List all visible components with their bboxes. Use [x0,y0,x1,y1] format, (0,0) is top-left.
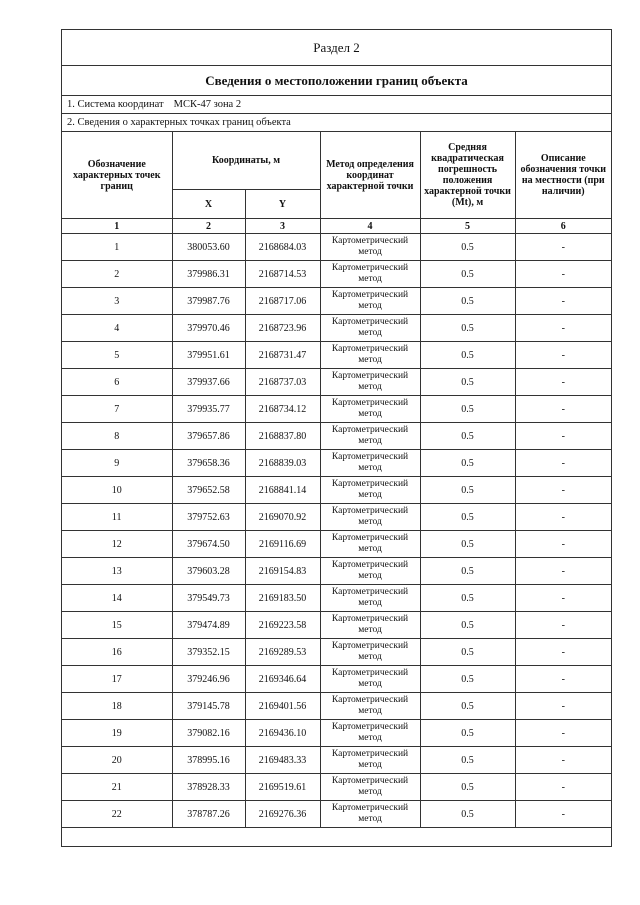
point-number-cell: 18 [62,693,172,720]
y-coordinate-cell: 2169519.61 [245,774,320,801]
error-cell: 0.5 [420,774,515,801]
x-coordinate-cell: 379657.86 [172,423,245,450]
y-coordinate-cell: 2169223.58 [245,612,320,639]
y-coordinate-cell: 2168731.47 [245,342,320,369]
y-coordinate-cell: 2168734.12 [245,396,320,423]
table-row [62,585,611,612]
description-cell: - [515,234,611,261]
section-subtitle [62,66,611,96]
method-cell: Картометрический метод [320,639,420,666]
error-cell: 0.5 [420,558,515,585]
x-coordinate-cell: 379987.76 [172,288,245,315]
y-coordinate-cell: 2168723.96 [245,315,320,342]
coord-system-line [62,96,611,114]
table-row [62,261,611,288]
table-row [62,342,611,369]
description-cell: - [515,288,611,315]
x-coordinate-cell: 379951.61 [172,342,245,369]
point-number-cell: 14 [62,585,172,612]
description-cell: - [515,639,611,666]
x-coordinate-cell: 378995.16 [172,747,245,774]
point-number-cell: 19 [62,720,172,747]
description-cell: - [515,558,611,585]
description-cell: - [515,423,611,450]
y-coordinate-cell: 2168839.03 [245,450,320,477]
description-cell: - [515,504,611,531]
document-sheet [61,29,612,847]
table-row [62,666,611,693]
y-coordinate-cell: 2169070.92 [245,504,320,531]
x-coordinate-cell: 379658.36 [172,450,245,477]
x-coordinate-cell: 379246.96 [172,666,245,693]
error-cell: 0.5 [420,504,515,531]
y-coordinate-cell: 2168684.03 [245,234,320,261]
method-cell: Картометрический метод [320,450,420,477]
points-caption-line [62,114,611,132]
table-row [62,558,611,585]
method-cell: Картометрический метод [320,693,420,720]
description-cell: - [515,342,611,369]
error-cell: 0.5 [420,612,515,639]
table-row [62,720,611,747]
point-number-cell: 20 [62,747,172,774]
description-cell: - [515,801,611,828]
point-number-cell: 11 [62,504,172,531]
column-number: 1 [62,219,172,234]
point-number-cell: 13 [62,558,172,585]
table-row [62,450,611,477]
method-cell: Картометрический метод [320,531,420,558]
point-number-cell: 10 [62,477,172,504]
method-cell: Картометрический метод [320,801,420,828]
method-cell: Картометрический метод [320,558,420,585]
y-coordinate-cell: 2168717.06 [245,288,320,315]
y-coordinate-cell: 2168841.14 [245,477,320,504]
description-cell: - [515,315,611,342]
table-row [62,288,611,315]
section-title-text: Раздел 2 [313,39,360,55]
method-cell: Картометрический метод [320,666,420,693]
method-cell: Картометрический метод [320,612,420,639]
point-number-cell: 8 [62,423,172,450]
table-row [62,612,611,639]
y-coordinate-cell: 2169154.83 [245,558,320,585]
table-row [62,774,611,801]
method-cell: Картометрический метод [320,720,420,747]
table-row [62,531,611,558]
description-cell: - [515,531,611,558]
description-cell: - [515,747,611,774]
table-row [62,477,611,504]
point-number-cell: 5 [62,342,172,369]
description-cell: - [515,666,611,693]
x-coordinate-cell: 379603.28 [172,558,245,585]
y-coordinate-cell: 2169289.53 [245,639,320,666]
table-row [62,423,611,450]
y-coordinate-cell: 2169401.56 [245,693,320,720]
header-x: X [172,190,245,219]
point-number-cell: 1 [62,234,172,261]
x-coordinate-cell: 379986.31 [172,261,245,288]
method-cell: Картометрический метод [320,369,420,396]
error-cell: 0.5 [420,477,515,504]
x-coordinate-cell: 379752.63 [172,504,245,531]
method-cell: Картометрический метод [320,261,420,288]
method-cell: Картометрический метод [320,288,420,315]
x-coordinate-cell: 379674.50 [172,531,245,558]
error-cell: 0.5 [420,747,515,774]
x-coordinate-cell: 379474.89 [172,612,245,639]
error-cell: 0.5 [420,369,515,396]
point-number-cell: 15 [62,612,172,639]
method-cell: Картометрический метод [320,234,420,261]
table-row [62,747,611,774]
point-number-cell: 4 [62,315,172,342]
x-coordinate-cell: 379352.15 [172,639,245,666]
error-cell: 0.5 [420,531,515,558]
y-coordinate-cell: 2169436.10 [245,720,320,747]
method-cell: Картометрический метод [320,396,420,423]
error-cell: 0.5 [420,666,515,693]
x-coordinate-cell: 378787.26 [172,801,245,828]
method-cell: Картометрический метод [320,342,420,369]
y-coordinate-cell: 2169116.69 [245,531,320,558]
column-number: 4 [320,219,420,234]
header-error: Средняя квадратическая погрешность положения характерной точки (Mt), м [420,132,515,219]
x-coordinate-cell: 379652.58 [172,477,245,504]
column-numbers-row [62,219,611,234]
section-subtitle-text: Сведения о местоположении границ объекта [205,72,468,88]
column-number: 2 [172,219,245,234]
y-coordinate-cell: 2168714.53 [245,261,320,288]
method-cell: Картометрический метод [320,477,420,504]
point-number-cell: 9 [62,450,172,477]
method-cell: Картометрический метод [320,774,420,801]
error-cell: 0.5 [420,315,515,342]
table-row [62,396,611,423]
description-cell: - [515,396,611,423]
description-cell: - [515,612,611,639]
coord-system-label: 1. Система координат [67,99,164,110]
error-cell: 0.5 [420,396,515,423]
y-coordinate-cell: 2168837.80 [245,423,320,450]
error-cell: 0.5 [420,693,515,720]
column-number: 5 [420,219,515,234]
table-row [62,369,611,396]
description-cell: - [515,774,611,801]
point-number-cell: 12 [62,531,172,558]
method-cell: Картометрический метод [320,315,420,342]
point-number-cell: 3 [62,288,172,315]
description-cell: - [515,693,611,720]
error-cell: 0.5 [420,342,515,369]
description-cell: - [515,369,611,396]
method-cell: Картометрический метод [320,747,420,774]
x-coordinate-cell: 379549.73 [172,585,245,612]
method-cell: Картометрический метод [320,504,420,531]
error-cell: 0.5 [420,585,515,612]
error-cell: 0.5 [420,720,515,747]
column-number: 3 [245,219,320,234]
header-coords: Координаты, м [172,132,320,190]
table-row [62,504,611,531]
table-row [62,801,611,828]
coord-system-value: МСК-47 зона 2 [173,99,242,110]
x-coordinate-cell: 379937.66 [172,369,245,396]
point-number-cell: 16 [62,639,172,666]
x-coordinate-cell: 380053.60 [172,234,245,261]
description-cell: - [515,450,611,477]
error-cell: 0.5 [420,801,515,828]
header-description: Описание обозначения точки на местности (при наличии) [515,132,611,219]
y-coordinate-cell: 2169183.50 [245,585,320,612]
section-title [62,30,611,66]
y-coordinate-cell: 2169483.33 [245,747,320,774]
point-number-cell: 7 [62,396,172,423]
point-number-cell: 17 [62,666,172,693]
y-coordinate-cell: 2169346.64 [245,666,320,693]
y-coordinate-cell: 2168737.03 [245,369,320,396]
x-coordinate-cell: 379935.77 [172,396,245,423]
points-table [62,132,611,828]
x-coordinate-cell: 379145.78 [172,693,245,720]
error-cell: 0.5 [420,639,515,666]
description-cell: - [515,261,611,288]
table-row [62,315,611,342]
table-row [62,639,611,666]
header-point: Обозначение характерных точек границ [62,132,172,219]
method-cell: Картометрический метод [320,585,420,612]
points-caption: 2. Сведения о характерных точках границ объекта [67,117,291,128]
x-coordinate-cell: 378928.33 [172,774,245,801]
description-cell: - [515,720,611,747]
error-cell: 0.5 [420,423,515,450]
point-number-cell: 22 [62,801,172,828]
x-coordinate-cell: 379082.16 [172,720,245,747]
description-cell: - [515,585,611,612]
error-cell: 0.5 [420,234,515,261]
point-number-cell: 2 [62,261,172,288]
point-number-cell: 6 [62,369,172,396]
error-cell: 0.5 [420,288,515,315]
error-cell: 0.5 [420,450,515,477]
header-y: Y [245,190,320,219]
y-coordinate-cell: 2169276.36 [245,801,320,828]
table-row [62,234,611,261]
x-coordinate-cell: 379970.46 [172,315,245,342]
method-cell: Картометрический метод [320,423,420,450]
column-number: 6 [515,219,611,234]
error-cell: 0.5 [420,261,515,288]
header-method: Метод определения координат характерной точки [320,132,420,219]
description-cell: - [515,477,611,504]
point-number-cell: 21 [62,774,172,801]
table-row [62,693,611,720]
